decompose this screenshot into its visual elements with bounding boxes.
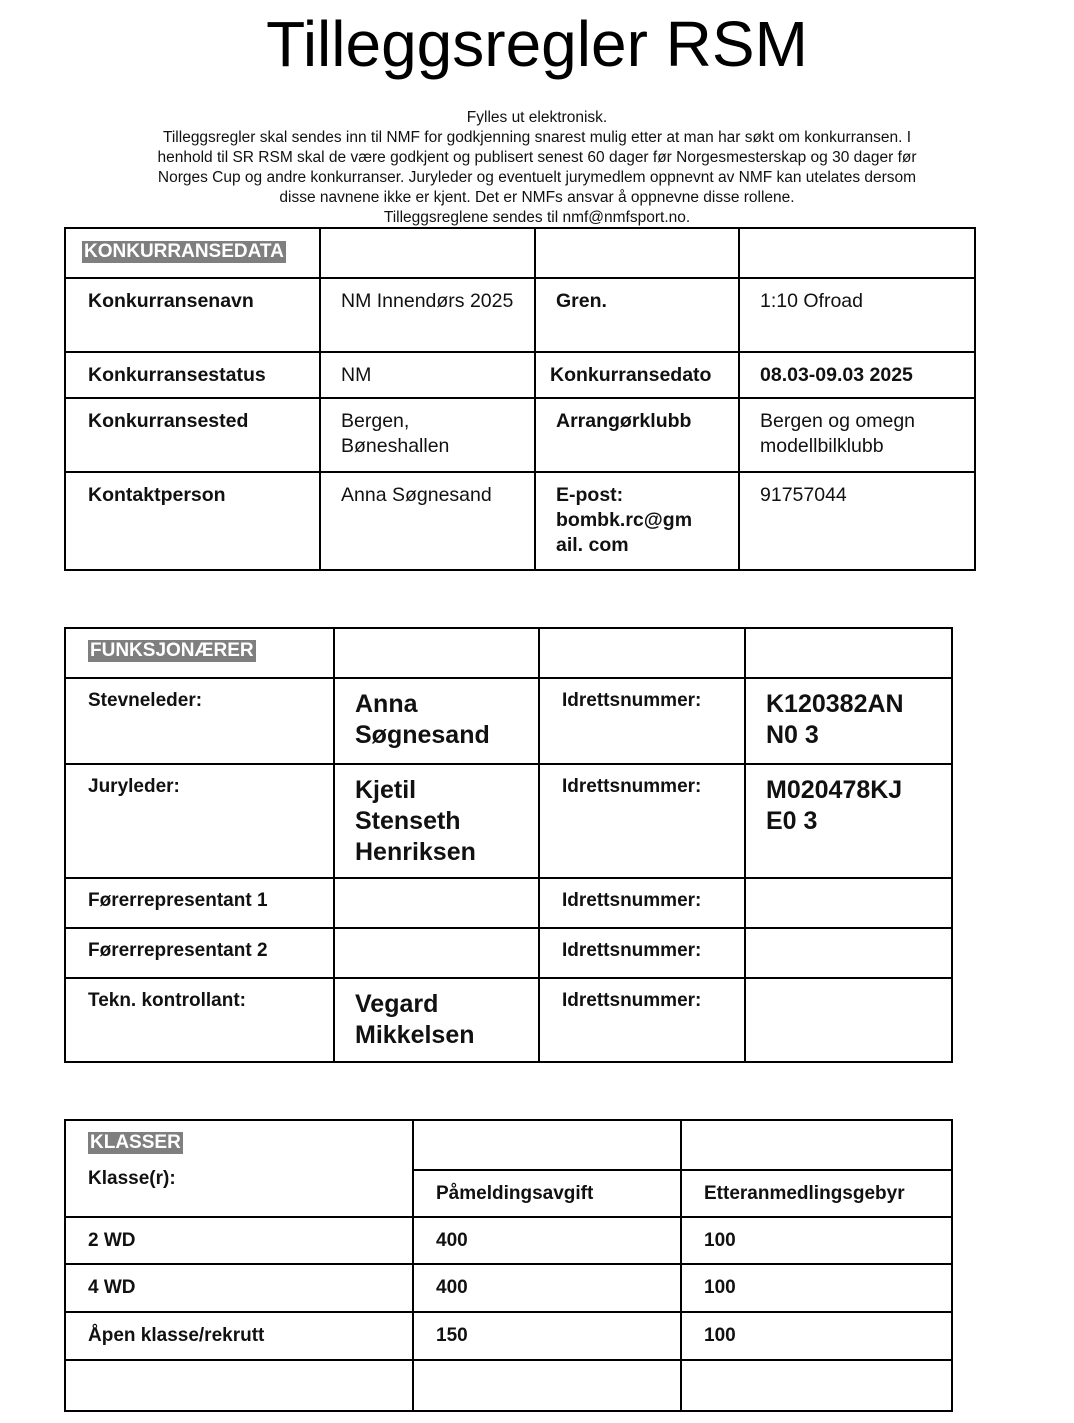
class-name-cell: 4 WD (65, 1264, 413, 1312)
intro-line: Fylles ut elektronisk. (466, 109, 608, 126)
table-row (65, 978, 952, 1062)
role-cell: Juryleder: (65, 764, 334, 878)
label-cell: Idrettsnummer: (539, 928, 745, 978)
label-cell: Idrettsnummer: (539, 678, 745, 764)
table-row (65, 1360, 952, 1411)
role-cell: Stevneleder: (65, 678, 334, 764)
intro-text (80, 108, 994, 228)
table-row (65, 352, 975, 398)
page-title: Tilleggsregler RSM (266, 8, 808, 80)
table-row (65, 1264, 952, 1312)
value-cell: NM (320, 352, 535, 398)
table-row (65, 398, 975, 472)
value-cell: 91757044 (739, 472, 975, 570)
late-fee-cell (681, 1360, 952, 1411)
table-row (65, 472, 975, 570)
column-header: Etteranmedlingsgebyr (681, 1170, 952, 1217)
class-name-cell: Åpen klasse/rekrutt (65, 1312, 413, 1360)
table-row (65, 878, 952, 928)
name-cell: Kjetil Stenseth Henriksen (334, 764, 539, 878)
fee-cell: 400 (413, 1264, 681, 1312)
table-row (65, 228, 975, 278)
section-header-cell (65, 1120, 413, 1217)
name-cell: Vegard Mikkelsen (334, 978, 539, 1062)
table-row (65, 1217, 952, 1264)
konkurransedata-table (64, 227, 976, 571)
name-cell (334, 928, 539, 978)
value-cell: Anna Søgnesand (320, 472, 535, 570)
label-cell: Konkurransested (65, 398, 320, 472)
section-header: KLASSER (90, 1132, 181, 1153)
label-cell: Konkurransenavn (65, 278, 320, 352)
id-number-cell (745, 928, 952, 978)
table-row (65, 928, 952, 978)
fee-cell: 150 (413, 1312, 681, 1360)
role-cell: Førerrepresentant 2 (65, 928, 334, 978)
late-fee-cell: 100 (681, 1264, 952, 1312)
section-header-cell (65, 628, 334, 678)
class-name-cell (65, 1360, 413, 1411)
label-cell: Idrettsnummer: (539, 978, 745, 1062)
section-header-cell (65, 228, 320, 278)
id-number-cell (745, 978, 952, 1062)
table-row (65, 678, 952, 764)
label-cell: Idrettsnummer: (539, 878, 745, 928)
section-header: FUNKSJONÆRER (90, 640, 254, 661)
role-cell: Tekn. kontrollant: (65, 978, 334, 1062)
fee-cell: 400 (413, 1217, 681, 1264)
id-number-cell: K120382AN N0 3 (745, 678, 952, 764)
value-cell: 08.03-09.03 2025 (739, 352, 975, 398)
funksjonaerer-table (64, 627, 953, 1063)
value-cell: Bergen, Bøneshallen (320, 398, 535, 472)
class-name-cell: 2 WD (65, 1217, 413, 1264)
label-cell: Gren. (535, 278, 739, 352)
value-cell: NM Innendørs 2025 (320, 278, 535, 352)
late-fee-cell: 100 (681, 1312, 952, 1360)
late-fee-cell: 100 (681, 1217, 952, 1264)
label-cell: Konkurransedato (535, 352, 739, 398)
value-cell: 1:10 Ofroad (739, 278, 975, 352)
section-header: KONKURRANSEDATA (84, 241, 284, 262)
intro-line: Tilleggsreglene sendes til nmf@nmfsport.no. (383, 209, 691, 226)
name-cell (334, 878, 539, 928)
column-header: Påmeldingsavgift (413, 1170, 681, 1217)
value-cell: Bergen og omegn modellbilklubb (739, 398, 975, 472)
email-cell: E-post: bombk.rc@gm ail. com (535, 472, 739, 570)
intro-line: disse navnene ikke er kjent. Det er NMFs ansvar å oppnevne disse rollene. (279, 189, 795, 206)
role-cell: Førerrepresentant 1 (65, 878, 334, 928)
intro-line: Norges Cup og andre konkurranser. Juryleder og eventuelt jurymedlem oppnevnt av NMF kan utelates dersom (157, 169, 917, 186)
label-cell: Arrangørklubb (535, 398, 739, 472)
intro-line: henhold til SR RSM skal de være godkjent og publisert senest 60 dager før Norgesmesterskap og 30 dager før (157, 149, 917, 166)
label-cell: Kontaktperson (65, 472, 320, 570)
table-row (65, 1120, 952, 1170)
table-row (65, 764, 952, 878)
label-cell: Idrettsnummer: (539, 764, 745, 878)
intro-line: Tilleggsregler skal sendes inn til NMF for godkjenning snarest mulig etter at man har søkt om konkurransen. I (162, 129, 912, 146)
table-row (65, 1312, 952, 1360)
name-cell: Anna Søgnesand (334, 678, 539, 764)
fee-cell (413, 1360, 681, 1411)
id-number-cell (745, 878, 952, 928)
klasse-label: Klasse(r): (88, 1168, 176, 1189)
label-cell: Konkurransestatus (65, 352, 320, 398)
klasser-table (64, 1119, 953, 1412)
table-row (65, 628, 952, 678)
table-row (65, 278, 975, 352)
id-number-cell: M020478KJ E0 3 (745, 764, 952, 878)
